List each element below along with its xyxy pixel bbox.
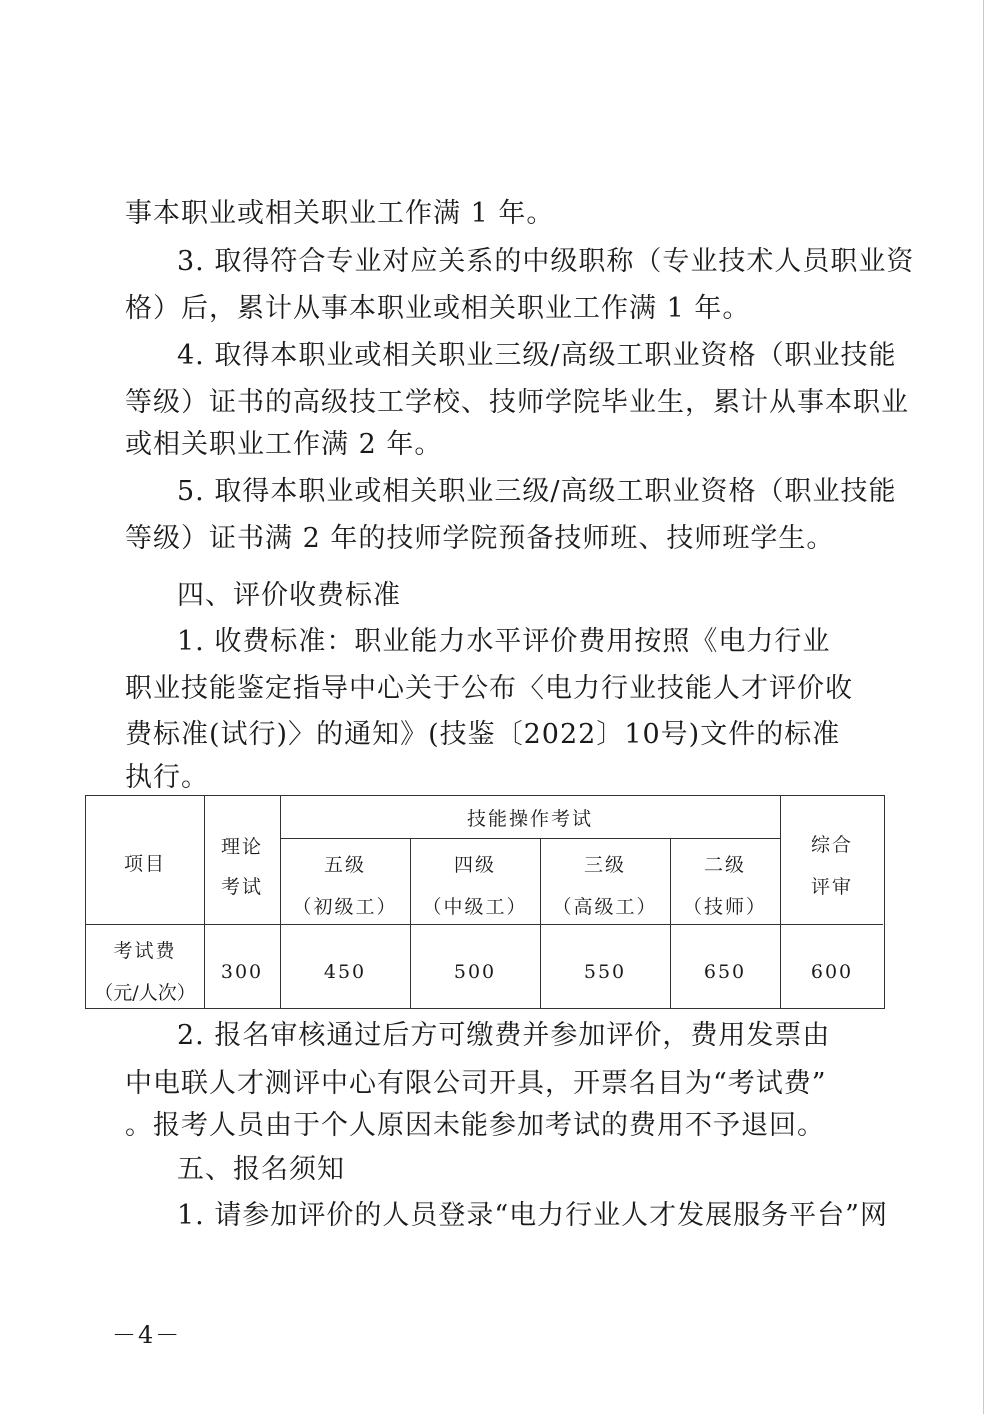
header-item: 项目: [123, 853, 166, 875]
header-review: 评审: [810, 876, 853, 898]
table-divider: [280, 838, 780, 839]
paragraph-line: 费标准(试行)〉的通知》(技鉴〔2022〕10号)文件的标准: [125, 719, 841, 750]
level-name: 三级: [583, 854, 626, 876]
paragraph-line: 5. 取得本职业或相关职业三级/高级工职业资格（职业技能: [177, 476, 897, 507]
paragraph-line: 。报考人员由于个人原因未能参加考试的费用不予退回。: [125, 1110, 825, 1141]
level-title: （高级工）: [552, 896, 658, 918]
fee-review: 600: [810, 961, 854, 983]
page-number: －4－: [112, 1321, 182, 1349]
paragraph-line: 事本职业或相关职业工作满 1 年。: [125, 198, 555, 229]
fee-theory: 300: [220, 961, 264, 983]
header-theory: 考试: [220, 876, 263, 898]
level-name: 四级: [453, 854, 496, 876]
paragraph-line: 1. 请参加评价的人员登录“电力行业人才发展服务平台”网: [177, 1200, 888, 1231]
paragraph-line: 4. 取得本职业或相关职业三级/高级工职业资格（职业技能: [177, 340, 897, 371]
fee-level5: 450: [323, 961, 367, 983]
row-label: 考试费: [113, 940, 177, 962]
paragraph-line: 格）后，累计从事本职业或相关职业工作满 1 年。: [125, 293, 751, 324]
fee-level2: 650: [703, 961, 747, 983]
paragraph-line: 3. 取得符合专业对应关系的中级职称（专业技术人员职业资: [177, 246, 915, 277]
paragraph-line: 等级）证书满 2 年的技师学院预备技师班、技师班学生。: [125, 523, 835, 554]
row-label: （元/人次）: [94, 982, 196, 1004]
fee-level3: 550: [583, 961, 627, 983]
header-review: 综合: [810, 834, 853, 856]
scan-edge-line: [983, 0, 984, 1414]
paragraph-line: 中电联人才测评中心有限公司开具，开票名目为“考试费”: [125, 1068, 827, 1099]
level-title: （初级工）: [292, 896, 398, 918]
header-skill-exam: 技能操作考试: [466, 808, 593, 830]
header-theory: 理论: [220, 836, 263, 858]
fee-table: [85, 795, 885, 1009]
level-name: 五级: [323, 854, 366, 876]
paragraph-line: 等级）证书的高级技工学校、技师学院毕业生，累计从事本职业: [125, 387, 909, 418]
section-heading: 四、评价收费标准: [177, 580, 401, 611]
section-heading: 五、报名须知: [177, 1154, 345, 1185]
paragraph-line: 职业技能鉴定指导中心关于公布〈电力行业技能人才评价收: [125, 673, 853, 704]
level-title: （中级工）: [422, 896, 528, 918]
paragraph-line: 执行。: [125, 762, 209, 793]
level-name: 二级: [703, 854, 746, 876]
table-divider: [86, 924, 883, 925]
paragraph-line: 或相关职业工作满 2 年。: [125, 429, 443, 460]
level-title: （技师）: [682, 896, 767, 918]
fee-level4: 500: [453, 961, 497, 983]
paragraph-line: 2. 报名审核通过后方可缴费并参加评价，费用发票由: [177, 1020, 831, 1051]
paragraph-line: 1. 收费标准：职业能力水平评价费用按照《电力行业: [177, 626, 831, 657]
